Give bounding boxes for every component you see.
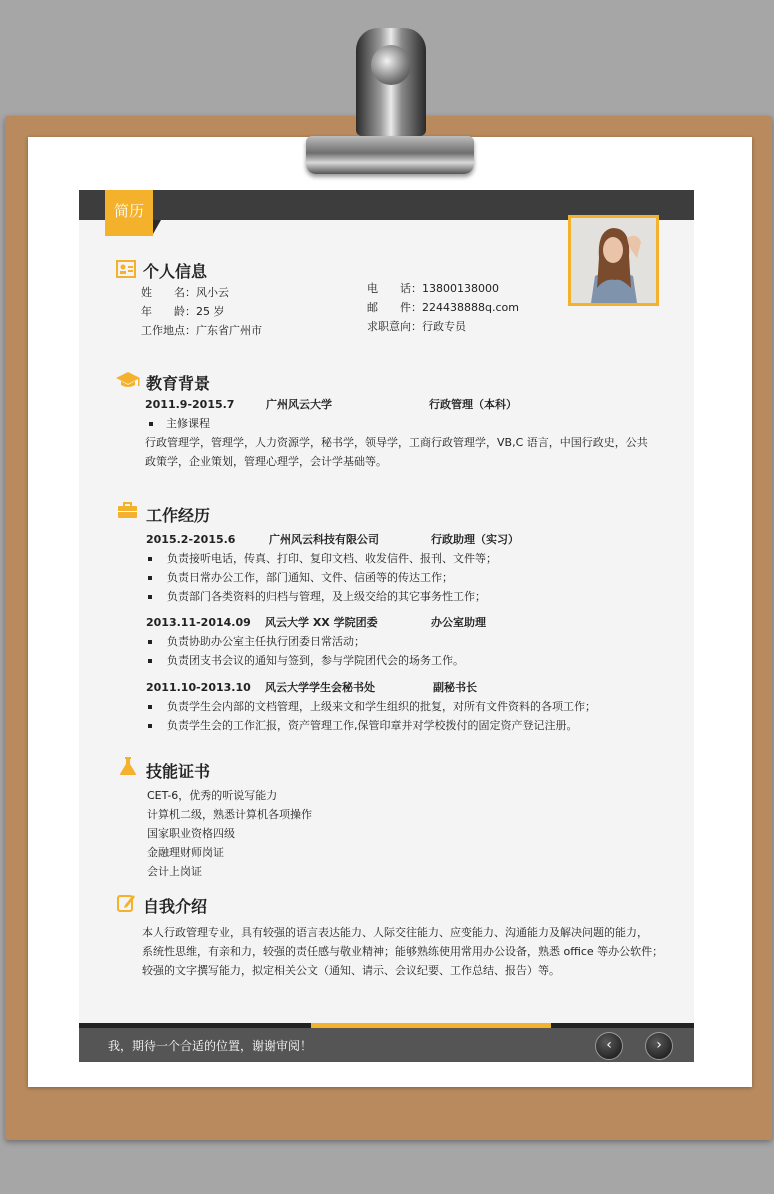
resume-page (79, 190, 694, 1062)
job-1-duty-2: 负责日常办公工作，部门通知、文件、信函等的传达工作； (167, 571, 453, 584)
job-1-org: 广州风云科技有限公司 (269, 533, 379, 546)
section-title-intro: 自我介绍 (143, 897, 208, 916)
footer-bar (79, 1028, 694, 1062)
job-2-role: 办公室助理 (431, 616, 486, 629)
email-label: 邮 件： (367, 301, 422, 314)
job-2-org: 风云大学 XX 学院团委 (265, 616, 378, 629)
id-card-icon (116, 260, 136, 278)
bullet-icon (148, 595, 152, 599)
location-label: 工作地点： (141, 324, 196, 337)
briefcase-icon (117, 502, 138, 519)
next-arrow-icon[interactable]: › (645, 1032, 673, 1060)
age-row (141, 304, 225, 320)
email-value: 224438888q.com (422, 301, 519, 314)
email-row (367, 300, 519, 316)
bullet-icon (148, 576, 152, 580)
job-1-duty-1: 负责接听电话，传真、打印、复印文档、收发信件、报刊、文件等； (167, 552, 497, 565)
job-3-org: 风云大学学生会秘书处 (265, 681, 375, 694)
tab-fold (153, 220, 161, 234)
skill-3: 国家职业资格四级 (147, 827, 235, 840)
job-1-period: 2015.2-2015.6 (146, 533, 236, 546)
section-title-personal: 个人信息 (143, 262, 208, 281)
job-3-period: 2011.10-2013.10 (146, 681, 251, 694)
portrait-icon (571, 218, 656, 303)
phone-row (367, 281, 499, 297)
section-title-work: 工作经历 (146, 506, 211, 525)
flask-icon (119, 756, 137, 776)
binder-clip-hole (371, 45, 411, 85)
section-title-education: 教育背景 (146, 374, 211, 393)
bullet-icon (148, 724, 152, 728)
intro-line1: 本人行政管理专业，具有较强的语言表达能力、人际交往能力、应变能力、沟通能力及解决问题的能力， (142, 926, 648, 939)
binder-clip-base (306, 136, 474, 174)
intro-line2: 系统性思维，有亲和力，较强的责任感与敬业精神；能够熟练使用常用办公设备，熟悉 office 等办公软件； (142, 945, 664, 958)
name-value: 风小云 (196, 286, 229, 299)
phone-label: 电 话： (367, 282, 422, 295)
bullet-icon (148, 659, 152, 663)
job-2-duty-1: 负责协助办公室主任执行团委日常活动； (167, 635, 365, 648)
bullet-icon (148, 640, 152, 644)
edu-major: 行政管理（本科） (429, 398, 517, 411)
skill-2: 计算机二级，熟悉计算机各项操作 (147, 808, 312, 821)
job-2-period: 2013.11-2014.09 (146, 616, 251, 629)
prev-arrow-icon[interactable]: ‹ (595, 1032, 623, 1060)
footer-text: 我，期待一个合适的位置，谢谢审阅！ (108, 1039, 313, 1053)
edu-courses-line2: 政策学，企业策划，管理心理学，会计学基础等。 (145, 455, 387, 468)
location-value: 广东省广州市 (196, 324, 262, 337)
job-3-duty-1: 负责学生会内部的文档管理，上级来文和学生组织的批复，对所有文件资料的各项工作； (167, 700, 596, 713)
job-1-role: 行政助理（实习） (431, 533, 519, 546)
skill-5: 会计上岗证 (147, 865, 202, 878)
name-label: 姓 名： (141, 286, 196, 299)
job-3-duty-2: 负责学生会的工作汇报，资产管理工作,保管印章并对学校拨付的固定资产登记注册。 (167, 719, 578, 732)
age-value: 25 岁 (196, 305, 225, 318)
bullet-icon (149, 422, 153, 426)
intent-label: 求职意向： (367, 320, 422, 333)
location-row (141, 323, 262, 339)
job-3-role: 副秘书长 (433, 681, 477, 694)
bullet-icon (148, 557, 152, 561)
section-title-skills: 技能证书 (146, 762, 211, 781)
phone-value: 13800138000 (422, 282, 499, 295)
name-row (141, 285, 229, 301)
edit-icon (117, 893, 136, 912)
skill-1: CET-6，优秀的听说写能力 (147, 789, 278, 802)
bullet-icon (148, 705, 152, 709)
edu-school: 广州风云大学 (266, 398, 332, 411)
intent-value: 行政专员 (422, 320, 466, 333)
resume-tab: 简历 (105, 190, 153, 236)
intro-line3: 较强的文字撰写能力，拟定相关公文（通知、请示、会议纪要、工作总结、报告）等。 (142, 964, 560, 977)
edu-period: 2011.9-2015.7 (145, 398, 235, 411)
edu-course-heading: 主修课程 (166, 417, 210, 430)
job-1-duty-3: 负责部门各类资料的归档与管理，及上级交给的其它事务性工作； (167, 590, 486, 603)
job-2-duty-2: 负责团支书会议的通知与签到，参与学院团代会的场务工作。 (167, 654, 464, 667)
age-label: 年 龄： (141, 305, 196, 318)
intent-row (367, 319, 466, 335)
graduation-cap-icon (115, 370, 141, 388)
edu-courses-line1: 行政管理学，管理学，人力资源学，秘书学，领导学，工商行政管理学，VB,C 语言，中国行政史，公共 (145, 436, 648, 449)
skill-4: 金融理财师岗证 (147, 846, 224, 859)
profile-photo (568, 215, 659, 306)
